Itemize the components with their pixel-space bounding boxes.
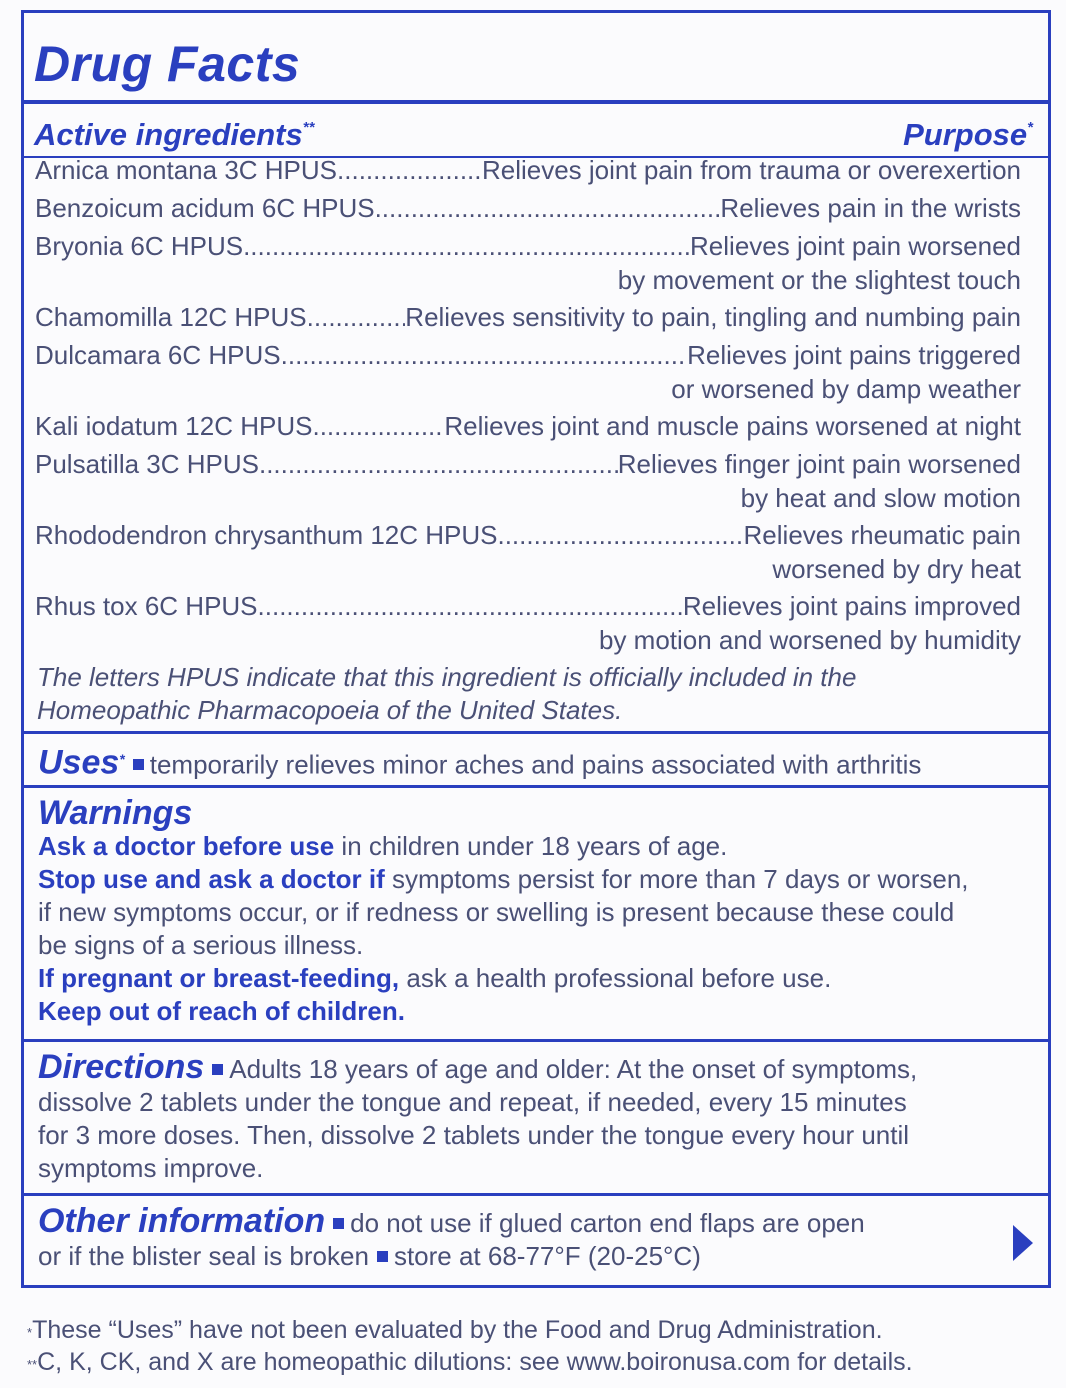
ingredient-name: Dulcamara 6C HPUS <box>35 340 281 370</box>
other-information-text: or if the blister seal is broken <box>38 1241 369 1271</box>
ingredient-purpose: Relieves rheumatic pain <box>743 520 1021 550</box>
other-information-heading: Other information <box>38 1202 326 1240</box>
footnote-dilutions: C, K, CK, and X are homeopathic dilutions: see www.boironusa.com for details. <box>37 1348 913 1376</box>
purpose-label: Purpose <box>903 117 1028 152</box>
pregnant-label: If pregnant or breast-feeding, <box>38 963 400 993</box>
square-bullet-icon <box>133 759 144 770</box>
other-information-text: do not use if glued carton end flaps are open <box>350 1208 865 1238</box>
ingredient-purpose: Relieves pain in the wrists <box>720 193 1021 223</box>
ingredient-row <box>35 589 1021 657</box>
ingredient-row <box>35 229 1021 297</box>
ingredient-name: Rhododendron chrysanthum 12C HPUS <box>35 520 498 550</box>
ingredient-purpose-continued: or worsened by damp weather <box>671 374 1021 404</box>
directions-text: symptoms improve. <box>38 1153 264 1183</box>
ask-doctor-label: Ask a doctor before use <box>38 831 335 861</box>
leader-dots <box>375 191 721 225</box>
section-rule <box>24 1193 1048 1196</box>
ingredient-name: Benzoicum acidum 6C HPUS <box>35 193 375 223</box>
ingredient-purpose-continued: worsened by dry heat <box>772 554 1021 584</box>
directions-text: dissolve 2 tablets under the tongue and repeat, if needed, every 15 minutes <box>38 1087 907 1117</box>
square-bullet-icon <box>377 1251 388 1262</box>
section-rule <box>24 785 1048 788</box>
section-rule <box>24 1039 1048 1042</box>
storage-text: store at 68-77°F (20-25°C) <box>393 1241 701 1271</box>
ingredient-row <box>35 300 1021 334</box>
uses-section <box>38 743 1018 782</box>
ingredient-name: Pulsatilla 3C HPUS <box>35 449 259 479</box>
leader-dots <box>497 518 743 552</box>
stop-use-text: be signs of a serious illness. <box>38 930 364 960</box>
ingredient-name: Arnica montana 3C HPUS <box>35 155 338 185</box>
purpose-header <box>903 117 1033 153</box>
ingredient-row <box>35 153 1021 187</box>
ingredient-name: Rhus tox 6C HPUS <box>35 591 258 621</box>
stop-use-text: if new symptoms occur, or if redness or swelling is present because these could <box>38 897 955 927</box>
purpose-marker: * <box>1027 119 1033 136</box>
hpus-note <box>37 661 856 727</box>
ingredient-purpose: Relieves finger joint pain worsened <box>617 449 1021 479</box>
stop-use-label: Stop use and ask a doctor if <box>38 864 385 894</box>
keep-out-of-reach: Keep out of reach of children. <box>38 996 405 1026</box>
ingredient-purpose-continued: by heat and slow motion <box>740 483 1021 513</box>
ask-doctor-text: in children under 18 years of age. <box>334 831 728 861</box>
active-ingredients-marker: ** <box>302 119 315 136</box>
ingredient-purpose: Relieves joint pain from trauma or overexertion <box>481 155 1021 185</box>
footnote-uses: These “Uses” have not been evaluated by the Food and Drug Administration. <box>32 1316 883 1344</box>
leader-dots <box>258 589 683 623</box>
leader-dots <box>259 447 618 481</box>
ingredient-purpose: Relieves joint and muscle pains worsened at night <box>444 411 1021 441</box>
ingredient-name: Bryonia 6C HPUS <box>35 231 244 261</box>
hpus-note-line: The letters HPUS indicate that this ingredient is officially included in the <box>37 662 857 692</box>
stop-use-text: symptoms persist for more than 7 days or worsen, <box>384 864 969 894</box>
section-rule <box>24 731 1048 734</box>
ingredient-name: Chamomilla 12C HPUS <box>35 302 307 332</box>
directions-text: Adults 18 years of age and older: At the onset of symptoms, <box>229 1054 918 1084</box>
ingredient-row <box>35 191 1021 225</box>
directions-heading: Directions <box>38 1048 205 1086</box>
pregnant-text: ask a health professional before use. <box>399 963 832 993</box>
ingredient-purpose-continued: by movement or the slightest touch <box>617 265 1021 295</box>
ingredient-purpose: Relieves sensitivity to pain, tingling and numbing pain <box>405 302 1021 332</box>
ingredient-purpose: Relieves joint pain worsened <box>690 231 1021 261</box>
title-rule <box>24 100 1048 104</box>
ingredient-row <box>35 447 1021 515</box>
hpus-note-line: Homeopathic Pharmacopoeia of the United States. <box>37 695 623 725</box>
footnote-marker: ** <box>27 1357 38 1372</box>
leader-dots <box>281 338 688 372</box>
drug-facts-title: Drug Facts <box>34 36 301 92</box>
ingredient-purpose: Relieves joint pains triggered <box>687 340 1021 370</box>
ingredient-row <box>35 338 1021 406</box>
leader-dots <box>307 300 406 334</box>
ingredient-name: Kali iodatum 12C HPUS <box>35 411 313 441</box>
active-ingredients-header <box>34 117 314 153</box>
uses-text: temporarily relieves minor aches and pains associated with arthritis <box>149 749 922 780</box>
uses-marker: * <box>119 751 125 767</box>
active-ingredients-label: Active ingredients <box>34 117 303 152</box>
leader-dots <box>243 229 690 263</box>
leader-dots <box>337 153 482 187</box>
warnings-heading: Warnings <box>38 794 193 832</box>
square-bullet-icon <box>212 1064 223 1075</box>
other-information-section <box>38 1202 1018 1273</box>
leader-dots <box>312 409 444 443</box>
ingredient-purpose-continued: by motion and worsened by humidity <box>598 625 1021 655</box>
square-bullet-icon <box>333 1218 344 1229</box>
directions-section <box>38 1048 1018 1185</box>
ingredient-row <box>35 409 1021 443</box>
uses-heading: Uses <box>38 743 120 782</box>
warnings-section <box>38 794 1018 1028</box>
ingredient-purpose: Relieves joint pains improved <box>682 591 1021 621</box>
footnotes <box>27 1314 913 1378</box>
ingredient-row <box>35 518 1021 586</box>
right-triangle-arrow-icon <box>1013 1225 1033 1261</box>
drug-facts-panel <box>21 10 1051 1288</box>
directions-text: for 3 more doses. Then, dissolve 2 tablets under the tongue every hour until <box>38 1120 910 1150</box>
footnote-marker: * <box>27 1325 33 1340</box>
